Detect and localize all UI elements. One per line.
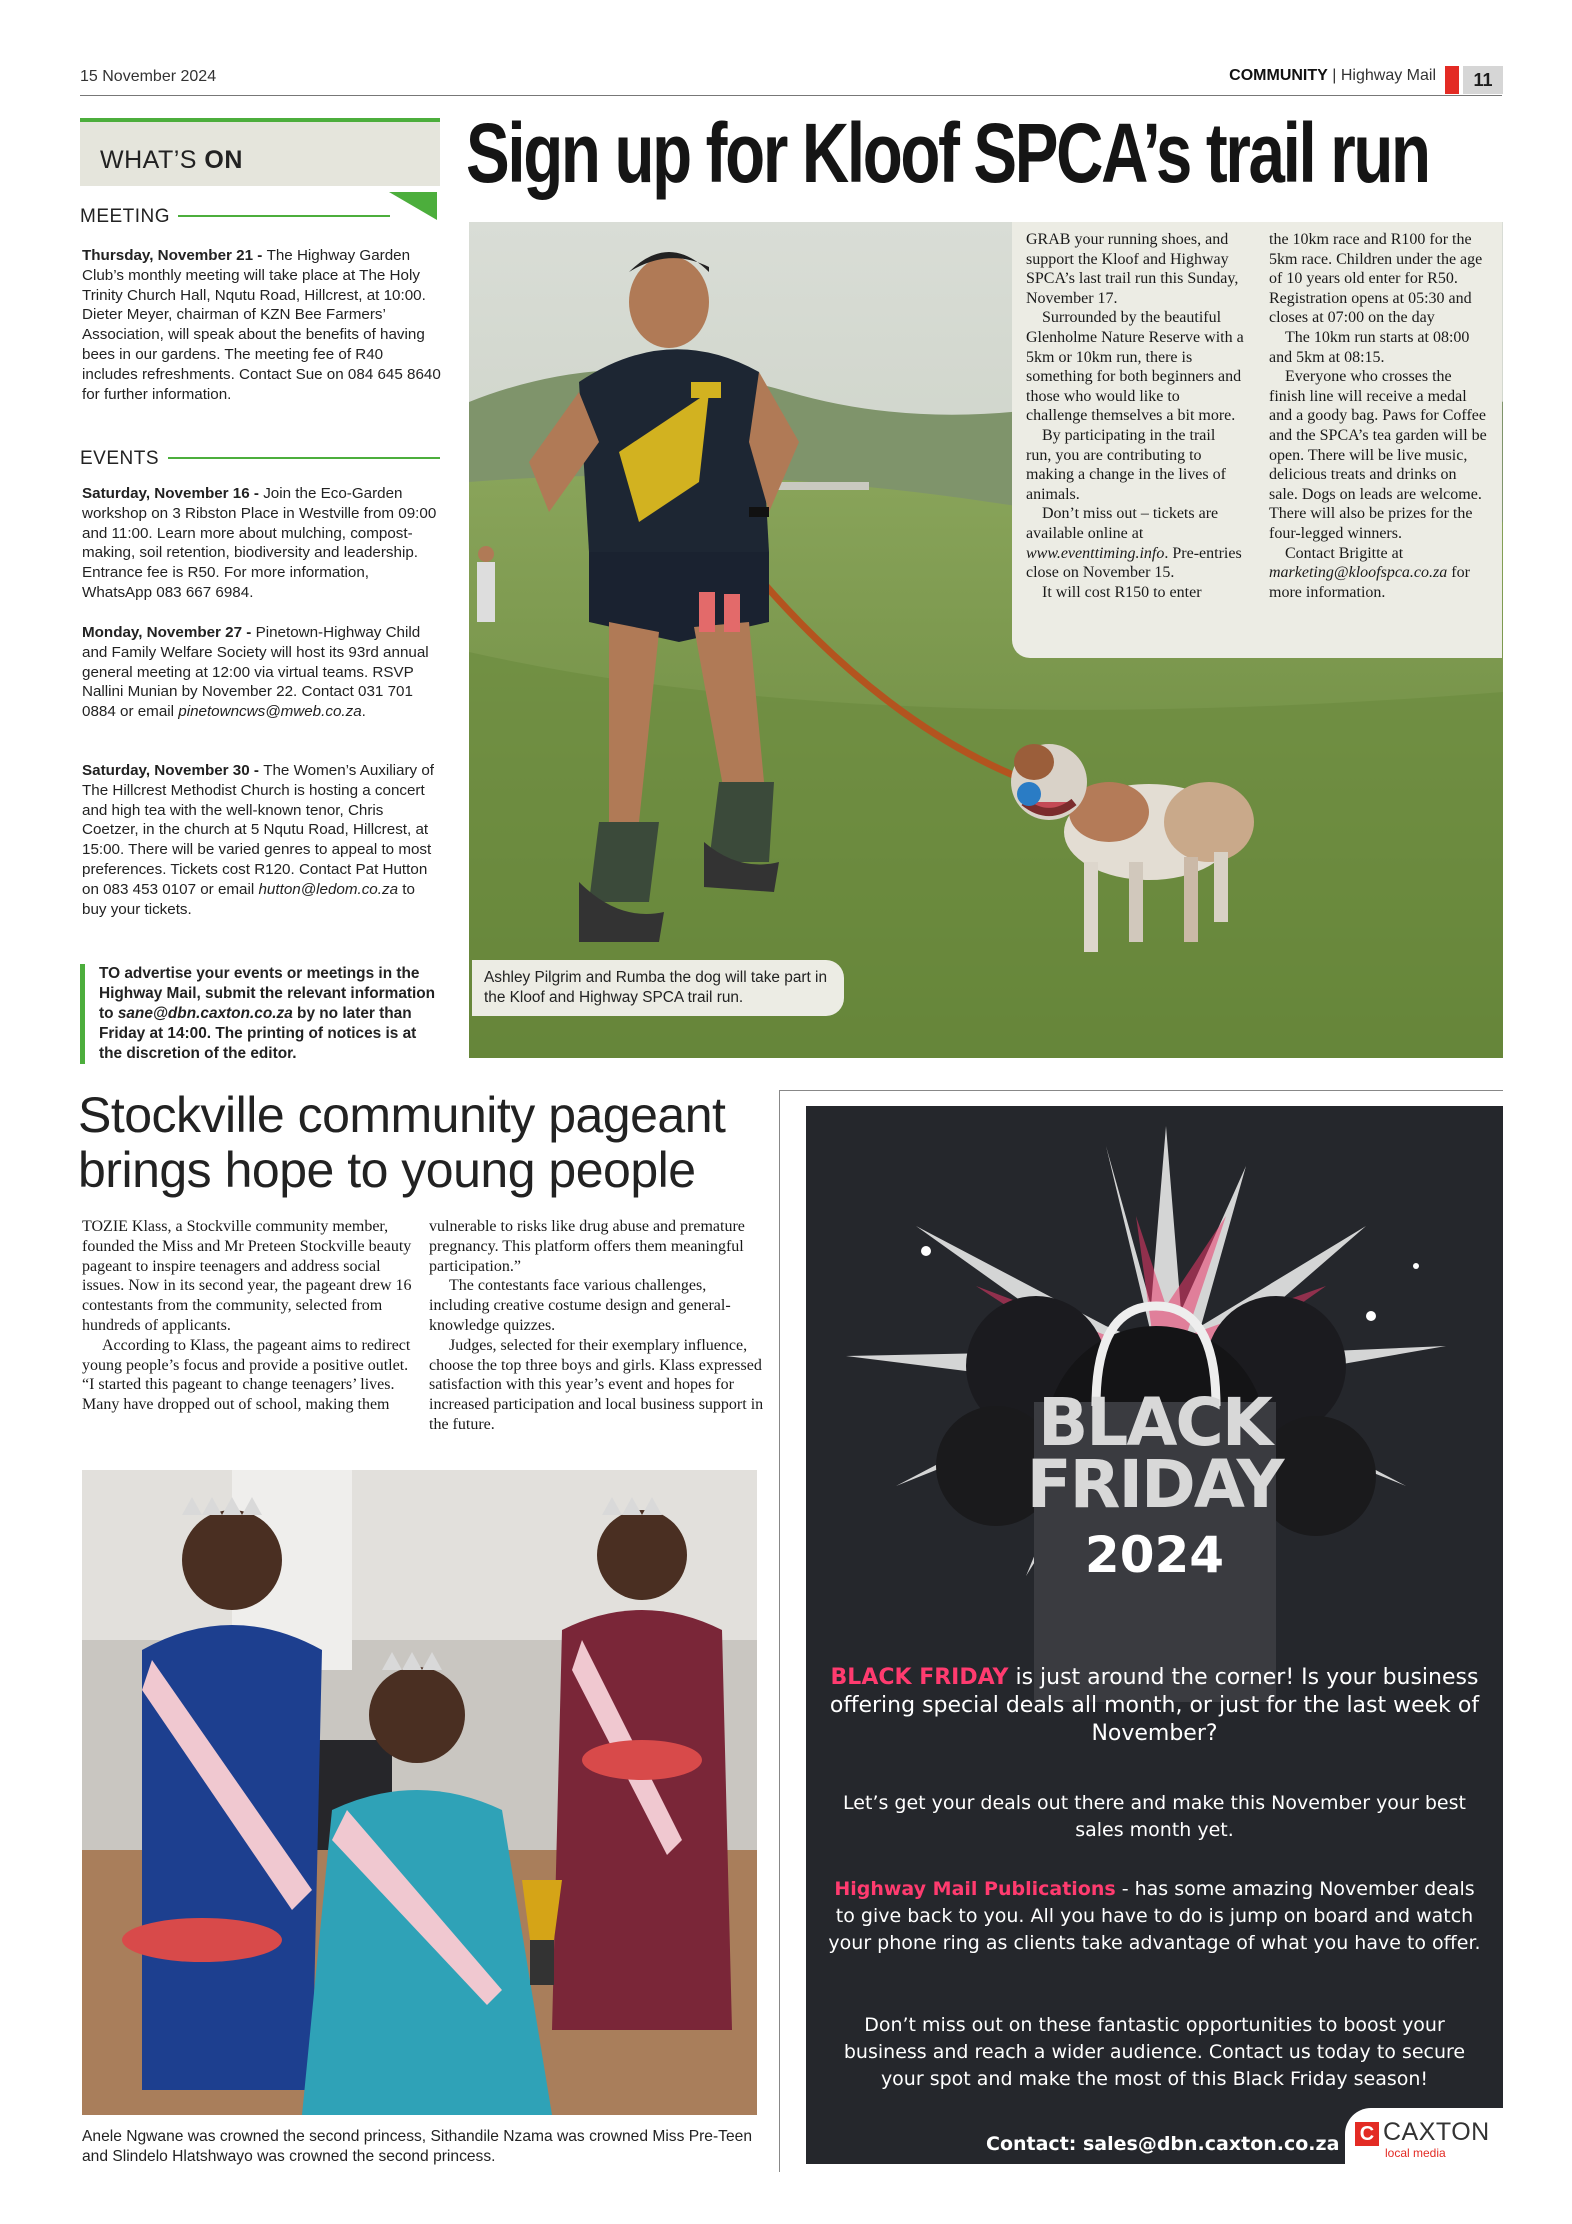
black-friday-ad <box>806 1106 1503 2164</box>
story-text: Contact Brigitte at <box>1285 544 1404 562</box>
events-heading: EVENTS <box>80 448 160 469</box>
event-tail: to buy your tickets. <box>82 880 415 918</box>
caxton-logo-icon: C <box>1355 2122 1379 2146</box>
ad-paragraph-3 <box>826 1876 1483 1957</box>
pageant-headline: Stockville community pageant brings hope to young people <box>78 1087 726 1198</box>
page-number: 11 <box>1463 66 1503 94</box>
ad-title-line1: BLACK <box>1037 1384 1272 1461</box>
event-item <box>82 623 442 722</box>
story-paragraph: GRAB your running shoes, and support the Kloof and Highway SPCA’s last trail run this Sunday, November 17. <box>1026 231 1239 307</box>
pageant-col1 <box>82 1217 422 1415</box>
meeting-rule <box>178 215 390 217</box>
ad-highlight: BLACK FRIDAY <box>830 1665 1009 1690</box>
ad-paragraph-2: Let’s get your deals out there and make this November your best sales month yet. <box>843 1792 1466 1841</box>
trail-run-caption: Ashley Pilgrim and Rumba the dog will take part in the Kloof and Highway SPCA trail run. <box>472 960 844 1016</box>
ad-contact[interactable]: Contact: sales@dbn.caxton.co.za <box>986 2133 1340 2155</box>
caxton-logo <box>1345 2108 1503 2164</box>
events-rule <box>168 457 440 459</box>
contact-email[interactable]: marketing@kloofspca.co.za <box>1269 564 1448 582</box>
section-name: COMMUNITY <box>1229 67 1328 84</box>
meeting-heading: MEETING <box>80 206 171 227</box>
section-separator: | <box>1327 67 1341 84</box>
event-text: Pinetown-Highway Child and Family Welfare Society will host its 93rd annual general meeting at 12:00 via virtual teams. RSVP Nallini Munian by November 22. Contact 031 701 0884 or email <box>82 624 429 721</box>
event-tail: . <box>361 703 366 721</box>
story-text: for more information. <box>1269 564 1470 601</box>
story-paragraph: Surrounded by the beautiful Glenholme Nature Reserve with a 5km or 10km run, there is something for both beginners and those who would like to challenge themselves a bit more. <box>1026 309 1244 425</box>
pageant-photo <box>82 1470 757 2115</box>
story-text: Don’t miss out – tickets are available online at <box>1026 505 1219 542</box>
ad-text: - has some amazing November deals to give back to you. All you have to do is jump on board and watch your phone ring as clients take advantage of what you have to offer. <box>828 1878 1481 1954</box>
spca-headline: Sign up for Kloof SPCA’s trail run <box>466 106 1429 200</box>
event-item <box>82 484 442 603</box>
whats-on-title-bold: ON <box>204 146 243 174</box>
advertise-notice-part2: by no later than Friday at 14:00. The printing of notices is at the discretion of the editor. <box>99 1005 417 1062</box>
event-item <box>82 761 442 919</box>
pageant-caption: Anele Ngwane was crowned the second princess, Sithandile Nzama was crowned Miss Pre-Teen and Slindelo Hlatshwayo was crowned the second princess. <box>82 2128 752 2165</box>
pageant-photo-illustration <box>82 1470 757 2115</box>
section-label <box>1229 67 1436 85</box>
spca-story-col1 <box>1026 230 1244 602</box>
story-text: . Pre-entries close on November 15. <box>1026 544 1242 582</box>
issue-date: 15 November 2024 <box>80 68 217 85</box>
ad-year: 2024 <box>1084 1526 1225 1584</box>
story-paragraph: It will cost R150 to enter <box>1042 583 1202 601</box>
event-email: hutton@ledom.co.za <box>258 880 399 898</box>
caxton-logo-name: CAXTON <box>1383 2118 1490 2146</box>
publication-name: Highway Mail <box>1340 67 1436 84</box>
pageant-col2 <box>429 1217 769 1435</box>
ad-text: is just around the corner! Is your business offering special deals all month, or just for the last week of November? <box>829 1665 1480 1746</box>
whats-on-title-light: WHAT’S <box>100 146 205 174</box>
event-lead: Saturday, November 16 - <box>82 485 264 502</box>
story-paragraph: According to Klass, the pageant aims to redirect young people’s focus and provide a positive outlet. “I started this pageant to change teenagers’ lives. Many have dropped out of school, making them <box>82 1336 411 1414</box>
event-text: The Women’s Auxiliary of The Hillcrest Methodist Church is hosting a concert and high tea with the well-known tenor, Chris Coetzer, in the church at 5 Nqutu Road, Hillcrest, at 15:00. There will be varied genres to appeal to most preferences. Tickets cost R120. Contact Pat Hutton on 083 453 0107 or email <box>82 762 434 898</box>
whats-on-triangle-icon <box>389 192 437 220</box>
event-text: Join the Eco-Garden workshop on 3 Ribston Place in Westville from 09:00 and 11:00. Learn more about mulching, compost-making, soil retention, biodiversity and leadership. Entrance fee is R50. For more information, WhatsApp 083 667 6984. <box>82 485 437 601</box>
spca-story-col2 <box>1269 230 1487 602</box>
story-paragraph: Everyone who crosses the finish line will receive a medal and a goody bag. Paws for Coffee and the SPCA’s tea garden will be open. There will be live music, delicious treats and drinks on sale. Dogs on leads are welcome. There will also be prizes for the four-legged winners. <box>1269 368 1487 542</box>
advertise-email: sane@dbn.caxton.co.za <box>117 1005 293 1022</box>
meeting-lead: Thursday, November 21 - <box>82 247 267 264</box>
advertise-notice <box>80 964 440 1064</box>
ad-highlight: Highway Mail Publications <box>834 1878 1116 1900</box>
story-paragraph: Judges, selected for their exemplary influence, choose the top three boys and girls. Klass expressed satisfaction with this year’s event and hopes for increased participation and local business support in the future. <box>429 1336 764 1433</box>
header-rule <box>80 95 1502 96</box>
story-paragraph: The contestants face various challenges, including creative costume design and general-knowledge quizzes. <box>429 1277 731 1334</box>
event-email: pinetowncws@mweb.co.za <box>178 703 362 721</box>
story-paragraph <box>1269 544 1487 603</box>
ad-paragraph-1 <box>826 1664 1483 1748</box>
ad-paragraph-4: Don’t miss out on these fantastic opportunities to boost your business and reach a wider audience. Contact us today to secure your spot and make the most of this Black Friday season! <box>843 2014 1466 2090</box>
story-paragraph: By participating in the trail run, you are contributing to making a change in the lives of animals. <box>1026 426 1226 503</box>
meeting-text: The Highway Garden Club’s monthly meeting will take place at The Holy Trinity Church Hall, Nqutu Road, Hillcrest, at 10:00. Dieter Meyer, chairman of KZN Bee Farmers’ Association, will speak about the benefits of having bees in our gardens. The meeting fee of R40 includes refreshments. Contact Sue on 084 645 8640 for further information. <box>82 247 441 403</box>
caxton-logo-sub: local media <box>1385 2146 1446 2160</box>
story-paragraph: the 10km race and R100 for the 5km race. Children under the age of 10 years old enter for R50. Registration opens at 05:30 and closes at 07:00 on the day <box>1269 231 1483 327</box>
advertise-notice-part1: TO advertise your events or meetings in the Highway Mail, submit the relevant information to <box>99 965 436 1022</box>
story-paragraph: vulnerable to risks like drug abuse and premature pregnancy. This platform offers them meaningful participation.” <box>429 1218 745 1275</box>
ad-black-friday-title <box>806 1384 1503 1523</box>
event-lead: Monday, November 27 - <box>82 624 256 641</box>
header-accent-block <box>1445 66 1459 94</box>
meeting-notice <box>82 246 442 404</box>
ticket-link[interactable]: www.eventtiming.info <box>1026 544 1165 562</box>
story-paragraph: TOZIE Klass, a Stockville community member, founded the Miss and Mr Preteen Stockville beauty pageant to inspire teenagers and address social issues. Now in its second year, the pageant drew 16 contestants from the community, selected from hundreds of applicants. <box>82 1218 412 1334</box>
story-paragraph <box>1026 504 1244 582</box>
story-paragraph: The 10km run starts at 08:00 and 5km at 08:15. <box>1269 328 1470 366</box>
ad-title-line2: FRIDAY <box>1026 1446 1283 1523</box>
event-lead: Saturday, November 30 - <box>82 762 264 779</box>
whats-on-title <box>100 146 243 175</box>
